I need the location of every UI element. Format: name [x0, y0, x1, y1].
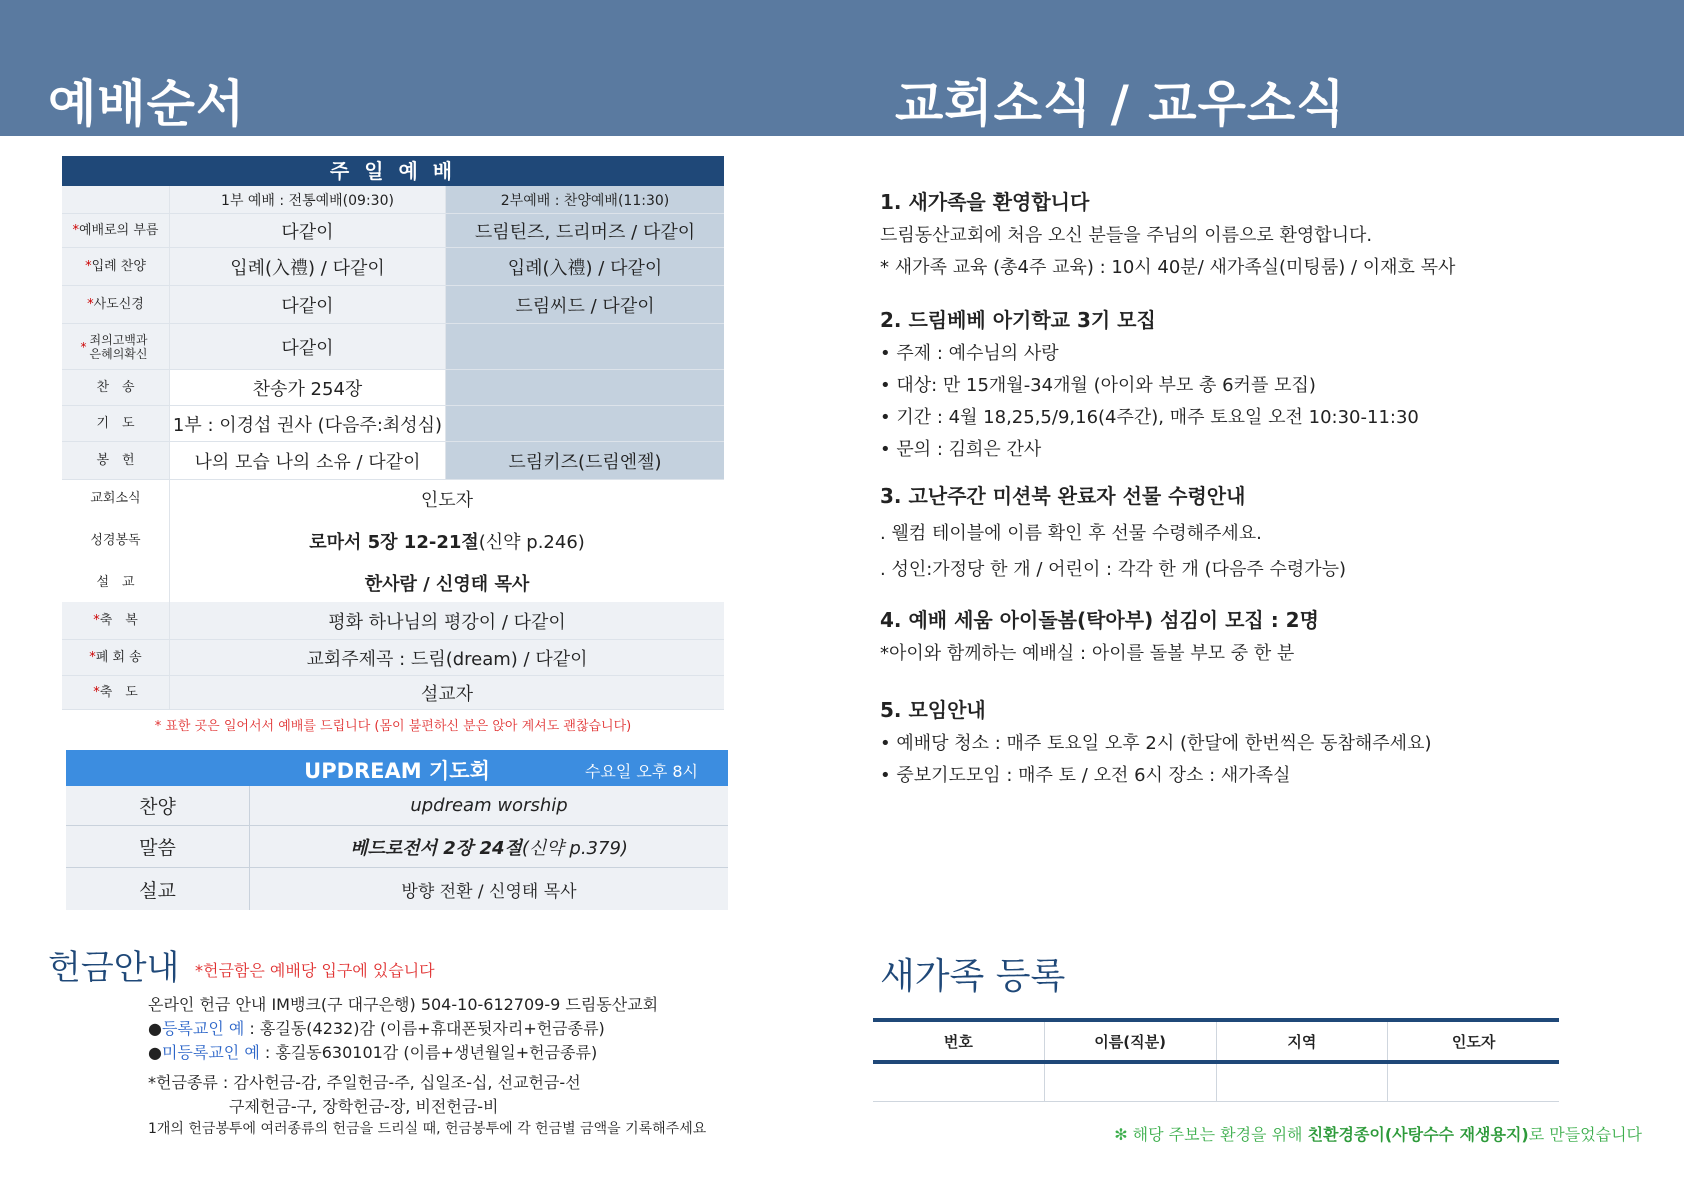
worship-row-value [170, 518, 724, 564]
worship-row-second: 입례(入禮) / 다같이 [446, 248, 724, 285]
star-mark: * [93, 612, 100, 628]
worship-row-first: 입례(入禮) / 다같이 [170, 248, 446, 285]
updream-row-label: 찬양 [66, 786, 250, 825]
worship-row-second [446, 324, 724, 369]
worship-span-bold: 한사람 / 신영태 목사 [364, 574, 530, 595]
offering-title: 헌금안내 [48, 948, 180, 988]
worship-row-label-text: 기 도 [96, 415, 135, 431]
worship-row-value [170, 676, 724, 709]
worship-row-label-text: 폐 회 송 [95, 649, 142, 665]
worship-row-label [62, 286, 170, 323]
news-item-line: • 주제 : 예수님의 사랑 [880, 343, 1059, 364]
unregistered-text: : 홍길동630101감 (이름+생년월일+헌금종류) [259, 1043, 598, 1062]
worship-row-first: 나의 모습 나의 소유 / 다같이 [170, 442, 446, 479]
unregistered-label: 미등록교인 예 [161, 1043, 260, 1062]
worship-row-first: 다같이 [170, 286, 446, 323]
worship-span-text: 교회주제곡 : 드림(dream) / 다같이 [306, 648, 588, 670]
worship-row-label-text: 축 도 [99, 684, 138, 700]
page-title-right: 교회소식 / 교우소식 [895, 75, 1346, 133]
registered-text: : 홍길동(4232)감 (이름+휴대폰뒷자리+헌금종류) [244, 1019, 605, 1038]
worship-row-label [62, 370, 170, 405]
news-item-title: 1. 새가족을 환영합니다 [880, 190, 1090, 214]
worship-row-second: 드림틴즈, 드리머즈 / 다같이 [446, 214, 724, 247]
news-item-line: • 중보기도모임 : 매주 토 / 오전 6시 장소 : 새가족실 [880, 765, 1291, 786]
updream-scripture-page: (신약 p.379) [521, 837, 628, 859]
worship-row-label [62, 324, 170, 369]
worship-row-label [62, 480, 170, 518]
worship-row [62, 248, 724, 286]
worship-row-label [62, 564, 170, 602]
news-item-line: • 예배당 청소 : 매주 토요일 오후 2시 (한달에 한번씩은 동참해주세요) [880, 733, 1432, 754]
news-item-title: 3. 고난주간 미션북 완료자 선물 수령안내 [880, 484, 1246, 508]
registration-col-name: 이름(직분) [1045, 1022, 1217, 1060]
news-item [880, 186, 1640, 279]
worship-row-first: 찬송가 254장 [170, 370, 446, 405]
registered-label: 등록교인 예 [161, 1019, 245, 1038]
worship-span-text: 인도자 [420, 490, 474, 511]
worship-table-title: 주 일 예 배 [62, 156, 724, 186]
star-mark: * [72, 222, 79, 238]
worship-row-label [62, 442, 170, 479]
worship-row [62, 324, 724, 370]
news-item [880, 304, 1640, 461]
updream-scripture: 베드로전서 2장 24절 [350, 837, 522, 859]
worship-row [62, 602, 724, 640]
updream-row-label: 말씀 [66, 826, 250, 867]
worship-row-label-text: 설 교 [96, 575, 135, 590]
worship-row-first: 다같이 [170, 324, 446, 369]
registration-col-region: 지역 [1217, 1022, 1389, 1060]
worship-header-row [62, 186, 724, 214]
worship-row [62, 640, 724, 676]
updream-row [66, 826, 728, 868]
worship-row-first: 1부 : 이경섭 권사 (다음주:최성심) [170, 406, 446, 441]
worship-row-label [62, 518, 170, 564]
news-item-title: 5. 모임안내 [880, 698, 986, 722]
eco-paper-note [1114, 1122, 1642, 1145]
worship-row [62, 370, 724, 406]
worship-row [62, 286, 724, 324]
updream-table [66, 750, 728, 910]
offering-subtitle: *헌금함은 예배당 입구에 있습니다 [195, 961, 435, 980]
standing-notice: * 표한 곳은 일어서서 예배를 드립니다 (몸이 불편하신 분은 앉아 계셔도 괜찮습니다) [154, 719, 632, 734]
worship-row [62, 214, 724, 248]
registration-cell[interactable] [1045, 1064, 1217, 1101]
worship-row-label [62, 602, 170, 639]
worship-row-second: 드림키즈(드림엔젤) [446, 442, 724, 479]
worship-row [62, 676, 724, 710]
offering-unregistered [148, 1040, 597, 1063]
page-title-left: 예배순서 [48, 75, 246, 133]
eco-text-post: 로 만들었습니다 [1528, 1125, 1642, 1144]
offering-kinds-2: 구제헌금-구, 장학헌금-장, 비전헌금-비 [229, 1097, 499, 1116]
news-item-line: * 새가족 교육 (총4주 교육) : 10시 40분/ 새가족실(미팅룸) / 이재호 목사 [880, 257, 1456, 278]
worship-row-label-text: 성경봉독 [90, 533, 141, 548]
eco-text-pre: 해당 주보는 환경을 위해 [1127, 1125, 1308, 1144]
registration-col-number: 번호 [873, 1022, 1045, 1060]
updream-row [66, 868, 728, 910]
updream-time: 수요일 오후 8시 [584, 762, 698, 781]
worship-row-label [62, 214, 170, 247]
news-item [880, 604, 1640, 665]
news-item-title: 2. 드림베베 아기학교 3기 모집 [880, 308, 1156, 332]
updream-row-value [250, 826, 728, 867]
offering-online: 온라인 헌금 안내 IM뱅크(구 대구은행) 504-10-612709-9 드림동산교회 [148, 995, 659, 1014]
worship-row-label [62, 676, 170, 709]
worship-header-empty [62, 186, 170, 213]
news-item-line: *아이와 함께하는 예배실 : 아이를 돌볼 부모 중 한 분 [880, 643, 1295, 664]
worship-span-text: 평화 하나님의 평강이 / 다같이 [328, 611, 566, 633]
news-item [880, 480, 1640, 581]
updream-title: UPDREAM 기도회 [304, 759, 490, 783]
worship-row-value [170, 564, 724, 602]
star-mark: * [93, 684, 100, 700]
news-item-line: . 성인:가정당 한 개 / 어린이 : 각각 한 개 (다음주 수령가능) [880, 559, 1347, 580]
news-item-line: . 웰컴 테이블에 이름 확인 후 선물 수령해주세요. [880, 523, 1262, 544]
offering-kinds-1: *헌금종류 : 감사헌금-감, 주일헌금-주, 십일조-십, 선교헌금-선 [148, 1073, 581, 1092]
worship-row-label-text: 축 복 [99, 612, 138, 628]
worship-row-label-text: 사도신경 [93, 296, 144, 312]
worship-col-1: 1부 예배 : 전통예배(09:30) [170, 186, 446, 213]
worship-col-2: 2부예배 : 찬양예배(11:30) [446, 186, 724, 213]
worship-row-label [62, 640, 170, 675]
star-mark: * [89, 649, 96, 665]
worship-row [62, 564, 724, 602]
worship-row-second: 드림씨드 / 다같이 [446, 286, 724, 323]
updream-row-value: updream worship [410, 795, 568, 816]
worship-row-second [446, 370, 724, 405]
eco-text-bold: 친환경종이(사탕수수 재생용지) [1307, 1125, 1529, 1144]
registration-table [873, 1018, 1559, 1102]
registration-header [873, 1022, 1559, 1064]
bullet-icon: ● [148, 1043, 162, 1062]
worship-span-rest: (신약 p.246) [478, 532, 585, 553]
worship-row-label-text: 죄의고백과 은혜의확신 [89, 332, 148, 361]
worship-row-label [62, 248, 170, 285]
offering-registered [148, 1016, 605, 1039]
updream-row-label: 설교 [66, 868, 250, 910]
news-item [880, 694, 1640, 787]
registration-cell[interactable] [1388, 1064, 1559, 1101]
registration-cell[interactable] [1217, 1064, 1389, 1101]
registration-col-leader: 인도자 [1451, 1032, 1496, 1051]
news-item-line: 드림동산교회에 처음 오신 분들을 주님의 이름으로 환영합니다. [880, 225, 1373, 246]
worship-row-label-text: 찬 송 [96, 379, 135, 395]
star-mark: * [87, 296, 94, 312]
worship-row-label-text: 교회소식 [90, 491, 141, 506]
news-item-line: • 문의 : 김희은 간사 [880, 439, 1042, 460]
registration-cell[interactable] [873, 1064, 1045, 1101]
worship-row-value [170, 480, 724, 518]
worship-row-label-text: 입례 찬양 [91, 258, 146, 274]
updream-header [66, 750, 728, 786]
worship-table [62, 156, 724, 710]
bullet-icon: ● [148, 1019, 162, 1038]
worship-row [62, 518, 724, 564]
offering-note: 1개의 헌금봉투에 여러종류의 헌금을 드리실 때, 헌금봉투에 각 헌금별 금액을 기록해주세요 [148, 1121, 707, 1137]
header-bar [0, 0, 1684, 136]
worship-row-label [62, 406, 170, 441]
registration-row [873, 1064, 1559, 1102]
registration-title: 새가족 등록 [880, 956, 1066, 997]
star-mark: * [80, 339, 87, 354]
news-item-title: 4. 예배 세움 아이돌봄(탁아부) 섬김이 모집 : 2명 [880, 608, 1319, 632]
worship-span-bold: 로마서 5장 12-21절 [309, 532, 479, 553]
asterisk-icon: ✻ [1114, 1125, 1128, 1144]
star-mark: * [85, 258, 92, 274]
worship-row [62, 442, 724, 480]
worship-row-first: 다같이 [170, 214, 446, 247]
worship-row [62, 480, 724, 518]
worship-row-second [446, 406, 724, 441]
worship-span-text: 설교자 [420, 683, 474, 705]
updream-row [66, 786, 728, 826]
news-item-line: • 기간 : 4월 18,25,5/9,16(4주간), 매주 토요일 오전 10:30-11:30 [880, 407, 1419, 428]
worship-row [62, 406, 724, 442]
worship-row-label-text: 예배로의 부름 [79, 222, 159, 238]
news-item-line: • 대상: 만 15개월-34개월 (아이와 부모 총 6커플 모집) [880, 375, 1316, 396]
worship-row-value [170, 602, 724, 639]
worship-row-label-text: 봉 헌 [96, 452, 135, 468]
updream-row-value: 방향 전환 / 신영태 목사 [401, 881, 577, 902]
worship-row-value [170, 640, 724, 675]
